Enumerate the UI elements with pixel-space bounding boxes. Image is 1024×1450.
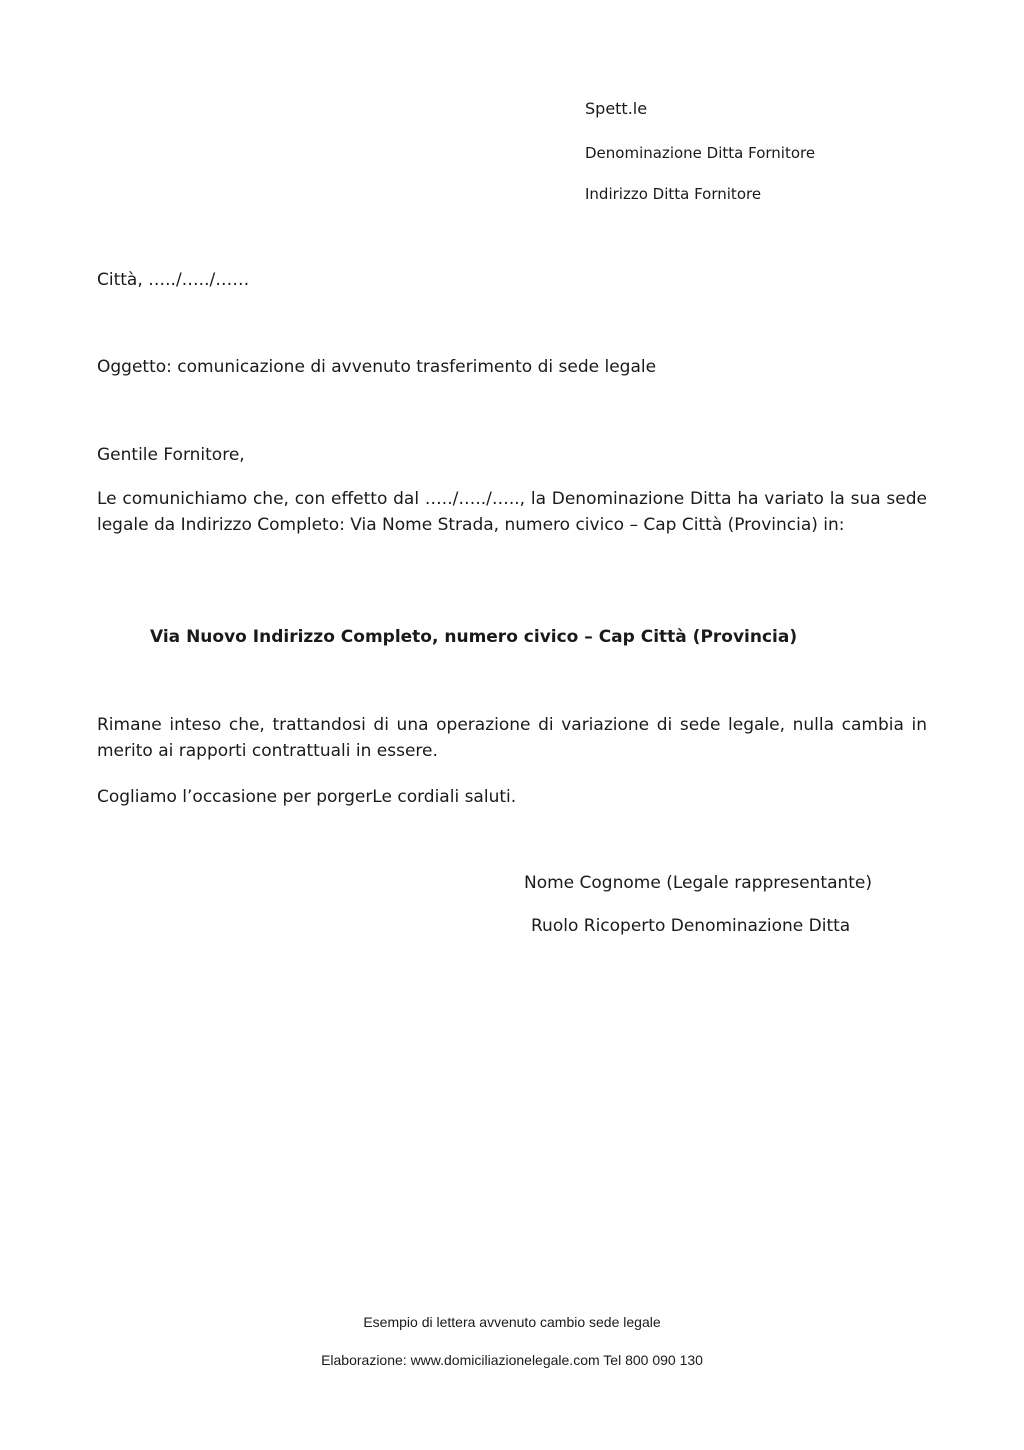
signer-role: Ruolo Ricoperto Denominazione Ditta (531, 916, 851, 936)
signer-name: Nome Cognome (Legale rappresentante) (524, 873, 873, 893)
body-paragraph-closing: Cogliamo l’occasione per porgerLe cordiali saluti. (97, 787, 517, 807)
date-line: Città, …../…../…… (97, 270, 250, 290)
body-paragraph-transfer: Le comunichiamo che, con effetto dal …../…../….., la Denominazione Ditta ha variato la sua sede legale da Indirizzo Completo: Via Nome Strada, numero civico – Cap Città (Provincia) in: (97, 489, 927, 535)
greeting: Gentile Fornitore, (97, 445, 245, 465)
body-paragraph-contracts: Rimane inteso che, trattandosi di una operazione di variazione di sede legale, nulla cambia in merito ai rapporti contrattuali in essere. (97, 715, 927, 761)
recipient-company-address: Indirizzo Ditta Fornitore (585, 185, 762, 203)
footer-caption: Esempio di lettera avvenuto cambio sede legale (363, 1314, 661, 1330)
recipient-company-name: Denominazione Ditta Fornitore (585, 144, 816, 162)
subject-line: Oggetto: comunicazione di avvenuto trasferimento di sede legale (97, 357, 657, 377)
new-address: Via Nuovo Indirizzo Completo, numero civico – Cap Città (Provincia) (150, 627, 798, 647)
recipient-salutation: Spett.le (585, 99, 648, 118)
footer-credit: Elaborazione: www.domiciliazionelegale.com Tel 800 090 130 (321, 1352, 703, 1368)
